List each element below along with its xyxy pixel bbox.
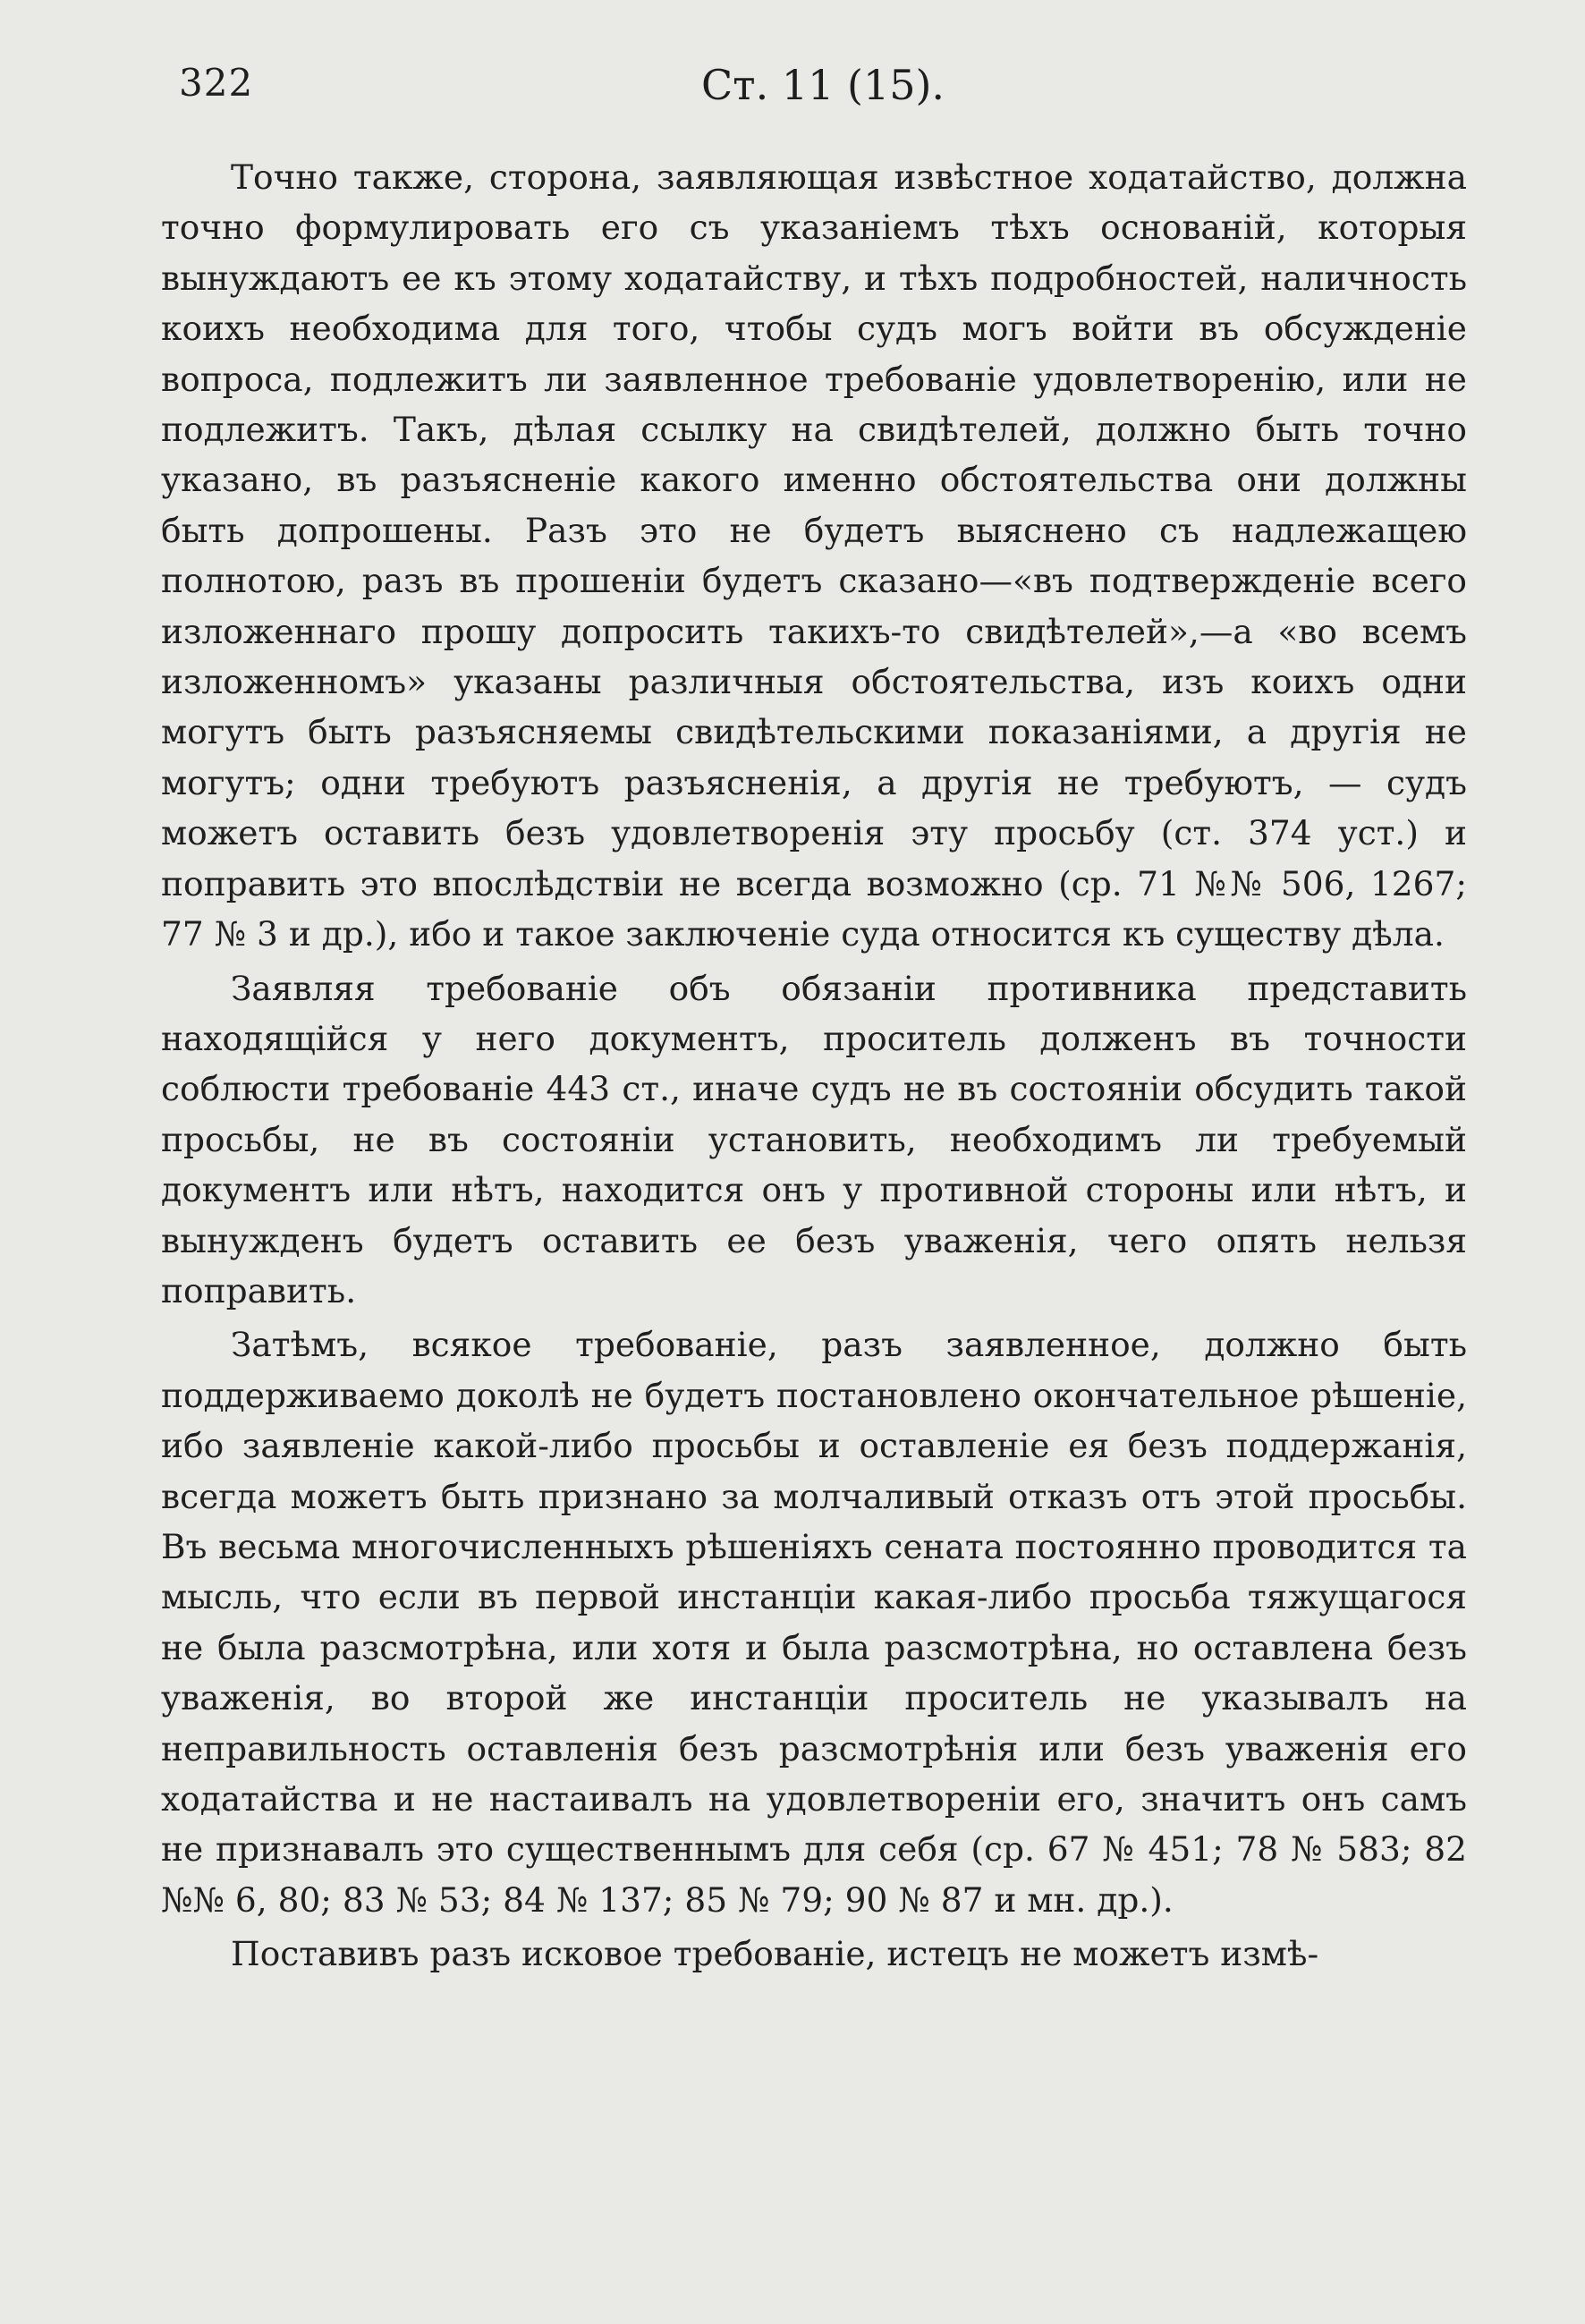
running-head: Ст. 11 (15). <box>700 61 945 109</box>
page-header <box>179 61 1467 115</box>
paragraph-2: Заявляя требованіе объ обязаніи противника представить находящійся у него документъ, проситель долженъ въ точности соблюсти требованіе 443 ст., иначе судъ не въ состояніи обсудить такой просьбы, не въ состояніи установить, необходимъ ли требуемый документъ или нѣтъ, находится онъ у противной стороны или нѣтъ, и вынужденъ будетъ оставить ее безъ уваженія, чего опять нельзя поправить. <box>161 968 1467 1310</box>
paragraph-3: Затѣмъ, всякое требованіе, разъ заявленное, должно быть поддерживаемо доколѣ не будетъ постановлено окончательное рѣшеніе, ибо заявленіе какой-либо просьбы и оставленіе ея безъ поддержанія, всегда можетъ быть признано за молчаливый отказъ отъ этой просьбы. Въ весьма многочисленныхъ рѣшеніяхъ сената постоянно проводится та мысль, что если въ первой инстанціи какая-либо просьба тяжущагося не была разсмотрѣна, или хотя и была разсмотрѣна, но оставлена безъ уваженія, во второй же инстанціи проситель не указывалъ на неправильность оставленія безъ разсмотрѣнія или безъ уваженія его ходатайства и не настаивалъ на удовлетвореніи его, значитъ онъ самъ не признавалъ это существеннымъ для себя (ср. 67 № 451; 78 № 583; 82 №№ 6, 80; 83 № 53; 84 № 137; 85 № 79; 90 № 87 и мн. др.). <box>161 1325 1467 1920</box>
body-text <box>161 152 1467 1980</box>
page-number: 322 <box>179 61 254 105</box>
paragraph-1: Точно также, сторона, заявляющая извѣстное ходатайство, должна точно формулировать его съ указаніемъ тѣхъ основаній, которыя вынуждаютъ ее къ этому ходатайству, и тѣхъ подробностей, наличность коихъ необходима для того, чтобы судъ могъ войти въ обсужденіе вопроса, подлежитъ ли заявленное требованіе удовлетворенію, или не подлежитъ. Такъ, дѣлая ссылку на свидѣтелей, должно быть точно указано, въ разъясненіе какого именно обстоятельства они должны быть допрошены. Разъ это не будетъ выяснено съ надлежащею полнотою, разъ въ прошеніи будетъ сказано—«въ подтвержденіе всего изложеннаго прошу допросить такихъ-то свидѣтелей»,—а «во всемъ изложенномъ» указаны различныя обстоятельства, изъ коихъ одни могутъ быть разъясняемы свидѣтельскими показаніями, а другія не могутъ; одни требуютъ разъясненія, а другія не требуютъ, — судъ можетъ оставить безъ удовлетворенія эту просьбу (ст. 374 уст.) и поправить это впослѣдствіи не всегда возможно (ср. 71 №№ 506, 1267; 77 № 3 и др.), ибо и такое заключеніе суда относится къ существу дѣла. <box>161 157 1467 954</box>
paragraph-4: Поставивъ разъ исковое требованіе, истецъ не можетъ измѣ- <box>231 1934 1319 1974</box>
